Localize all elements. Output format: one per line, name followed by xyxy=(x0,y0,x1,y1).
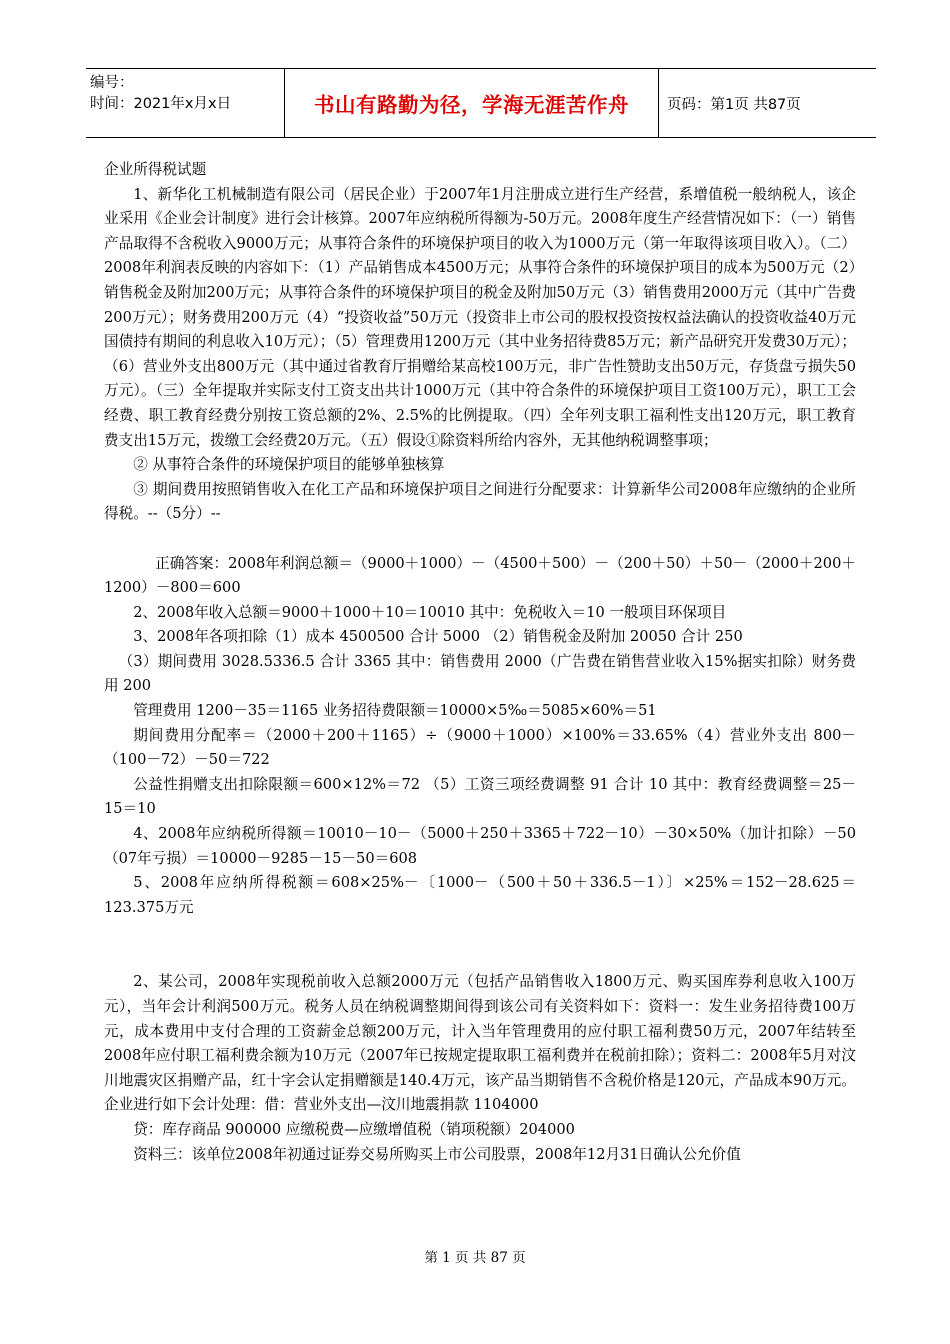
doc-date-label: 时间：2021年x月x日 xyxy=(90,96,232,112)
page-footer: 第 1 页 共 87 页 xyxy=(424,1250,526,1266)
spacer xyxy=(104,945,856,970)
header-motto: 书山有路勤为径，学海无涯苦作舟 xyxy=(284,69,659,137)
spacer xyxy=(104,527,856,552)
answer-step-5: 5、2008年应纳所得税额＝608×25%－〔1000－（500＋50＋336.5－1）〕×25%＝152－28.625＝123.375万元 xyxy=(104,874,856,916)
question-2-credit-entry: 贷：库存商品 900000 应缴税费—应缴增值税（销项税额）204000 xyxy=(133,1120,575,1138)
question-2-paragraph: 2、某公司，2008年实现税前收入总额2000万元（包括产品销售收入1800万元、购买国库券利息收入100万元），当年会计利润500万元。税务人员在纳税调整期间得到该公司有关资料如下：资料一：发生业务招待费100万元，成本费用中支付合理的工资薪金总额200万元，计入当年管理费用的应付职工福利费50万元，2007年结转至2008年应付职工福利费余额为10万元（2007年已按规定提取职工福利费并在税前扣除）；资料二：2008年5月对汶川地震灾区捐赠产品，红十字会认定捐赠额是140.4万元，该产品当期销售不含税价格是120元，产品成本90万元。企业进行如下会计处理：借：营业外支出—汶川地震捐款 1104000 xyxy=(104,973,856,1114)
spacer xyxy=(104,920,856,945)
page-header xyxy=(86,68,876,138)
document-body xyxy=(104,158,856,1167)
question-1-requirement: ③ 期间费用按照销售收入在化工产品和环境保护项目之间进行分配要求：计算新华公司2008年应缴纳的企业所得税。--（5分）-- xyxy=(104,480,856,523)
header-meta xyxy=(86,69,284,137)
answer-step-1: 正确答案：2008年利润总额＝（9000＋1000）－（4500＋500）－（200＋50）＋50－（2000＋200＋1200）－800＝600 xyxy=(104,554,856,597)
answer-step-3-expenses: （3）期间费用 3028.5336.5 合计 3365 其中：销售费用 2000（广告费在销售营业收入15%据实扣除）财务费用 200 xyxy=(104,652,856,695)
answer-step-2: 2、2008年收入总额＝9000＋1000＋10＝10010 其中：免税收入＝10 一般项目环保项目 xyxy=(133,603,727,621)
answer-step-3: 3、2008年各项扣除（1）成本 4500500 合计 5000 （2）销售税金及附加 20050 合计 250 xyxy=(133,628,743,646)
header-page-number: 页码：第1页 共87页 xyxy=(667,96,801,113)
answer-step-3-admin: 管理费用 1200－35＝1165 业务招待费限额＝10000×5‰＝5085×60%＝51 xyxy=(133,702,657,720)
question-2-material-3: 资料三：该单位2008年初通过证券交易所购买上市公司股票，2008年12月31日确认公允价值 xyxy=(133,1145,741,1163)
answer-step-3-allocation: 期间费用分配率＝（2000＋200＋1165）÷（9000＋1000）×100%＝33.65%（4）营业外支出 800－（100－72）－50＝722 xyxy=(104,726,856,769)
answer-step-3-donation: 公益性捐赠支出扣除限额＝600×12%＝72 （5）工资三项经费调整 91 合计 10 其中：教育经费调整＝25－15＝10 xyxy=(104,775,856,818)
answer-step-4: 4、2008年应纳税所得额＝10010－10－（5000＋250＋3365＋722－10）－30×50%（加计扣除）－50（07年亏损）＝10000－9285－15－50＝608 xyxy=(104,825,856,867)
question-1-assumption-2: ② 从事符合条件的环境保护项目的能够单独核算 xyxy=(133,456,445,474)
doc-number-label: 编号： xyxy=(90,75,134,91)
doc-title: 企业所得税试题 xyxy=(104,161,207,178)
question-1-paragraph: 1、新华化工机械制造有限公司（居民企业）于2007年1月注册成立进行生产经营，系增值税一般纳税人，该企业采用《企业会计制度》进行会计核算。2007年应纳税所得额为-50万元。2008年度生产经营情况如下：（一）销售产品取得不含税收入9000万元；从事符合条件的环境保护项目的收入为1000万元（第一年取得该项目收入）。（二）2008年利润表反映的内容如下：（1）产品销售成本4500万元；从事符合条件的环境保护项目的成本为500万元（2）销售税金及附加200万元；从事符合条件的环境保护项目的税金及附加50万元（3）销售费用2000万元（其中广告费200万元）；财务费用200万元（4）“投资收益”50万元（投资非上市公司的股权投资按权益法确认的投资收益40万元国债持有期间的利息收入10万元）；（5）管理费用1200万元（其中业务招待费85万元；新产品研究开发费30万元）；（6）营业外支出800万元（其中通过省教育厅捐赠给某高校100万元，非广告性赞助支出50万元，存货盘亏损失50万元）。（三）全年提取并实际支付工资支出共计1000万元（其中符合条件的环境保护项目工资100万元），职工工会经费、职工教育经费分别按工资总额的2%、2.5%的比例提取。（四）全年列支职工福利性支出120万元，职工教育费支出15万元，拨缴工会经费20万元。（五）假设①除资料所给内容外，无其他纳税调整事项； xyxy=(104,185,856,449)
